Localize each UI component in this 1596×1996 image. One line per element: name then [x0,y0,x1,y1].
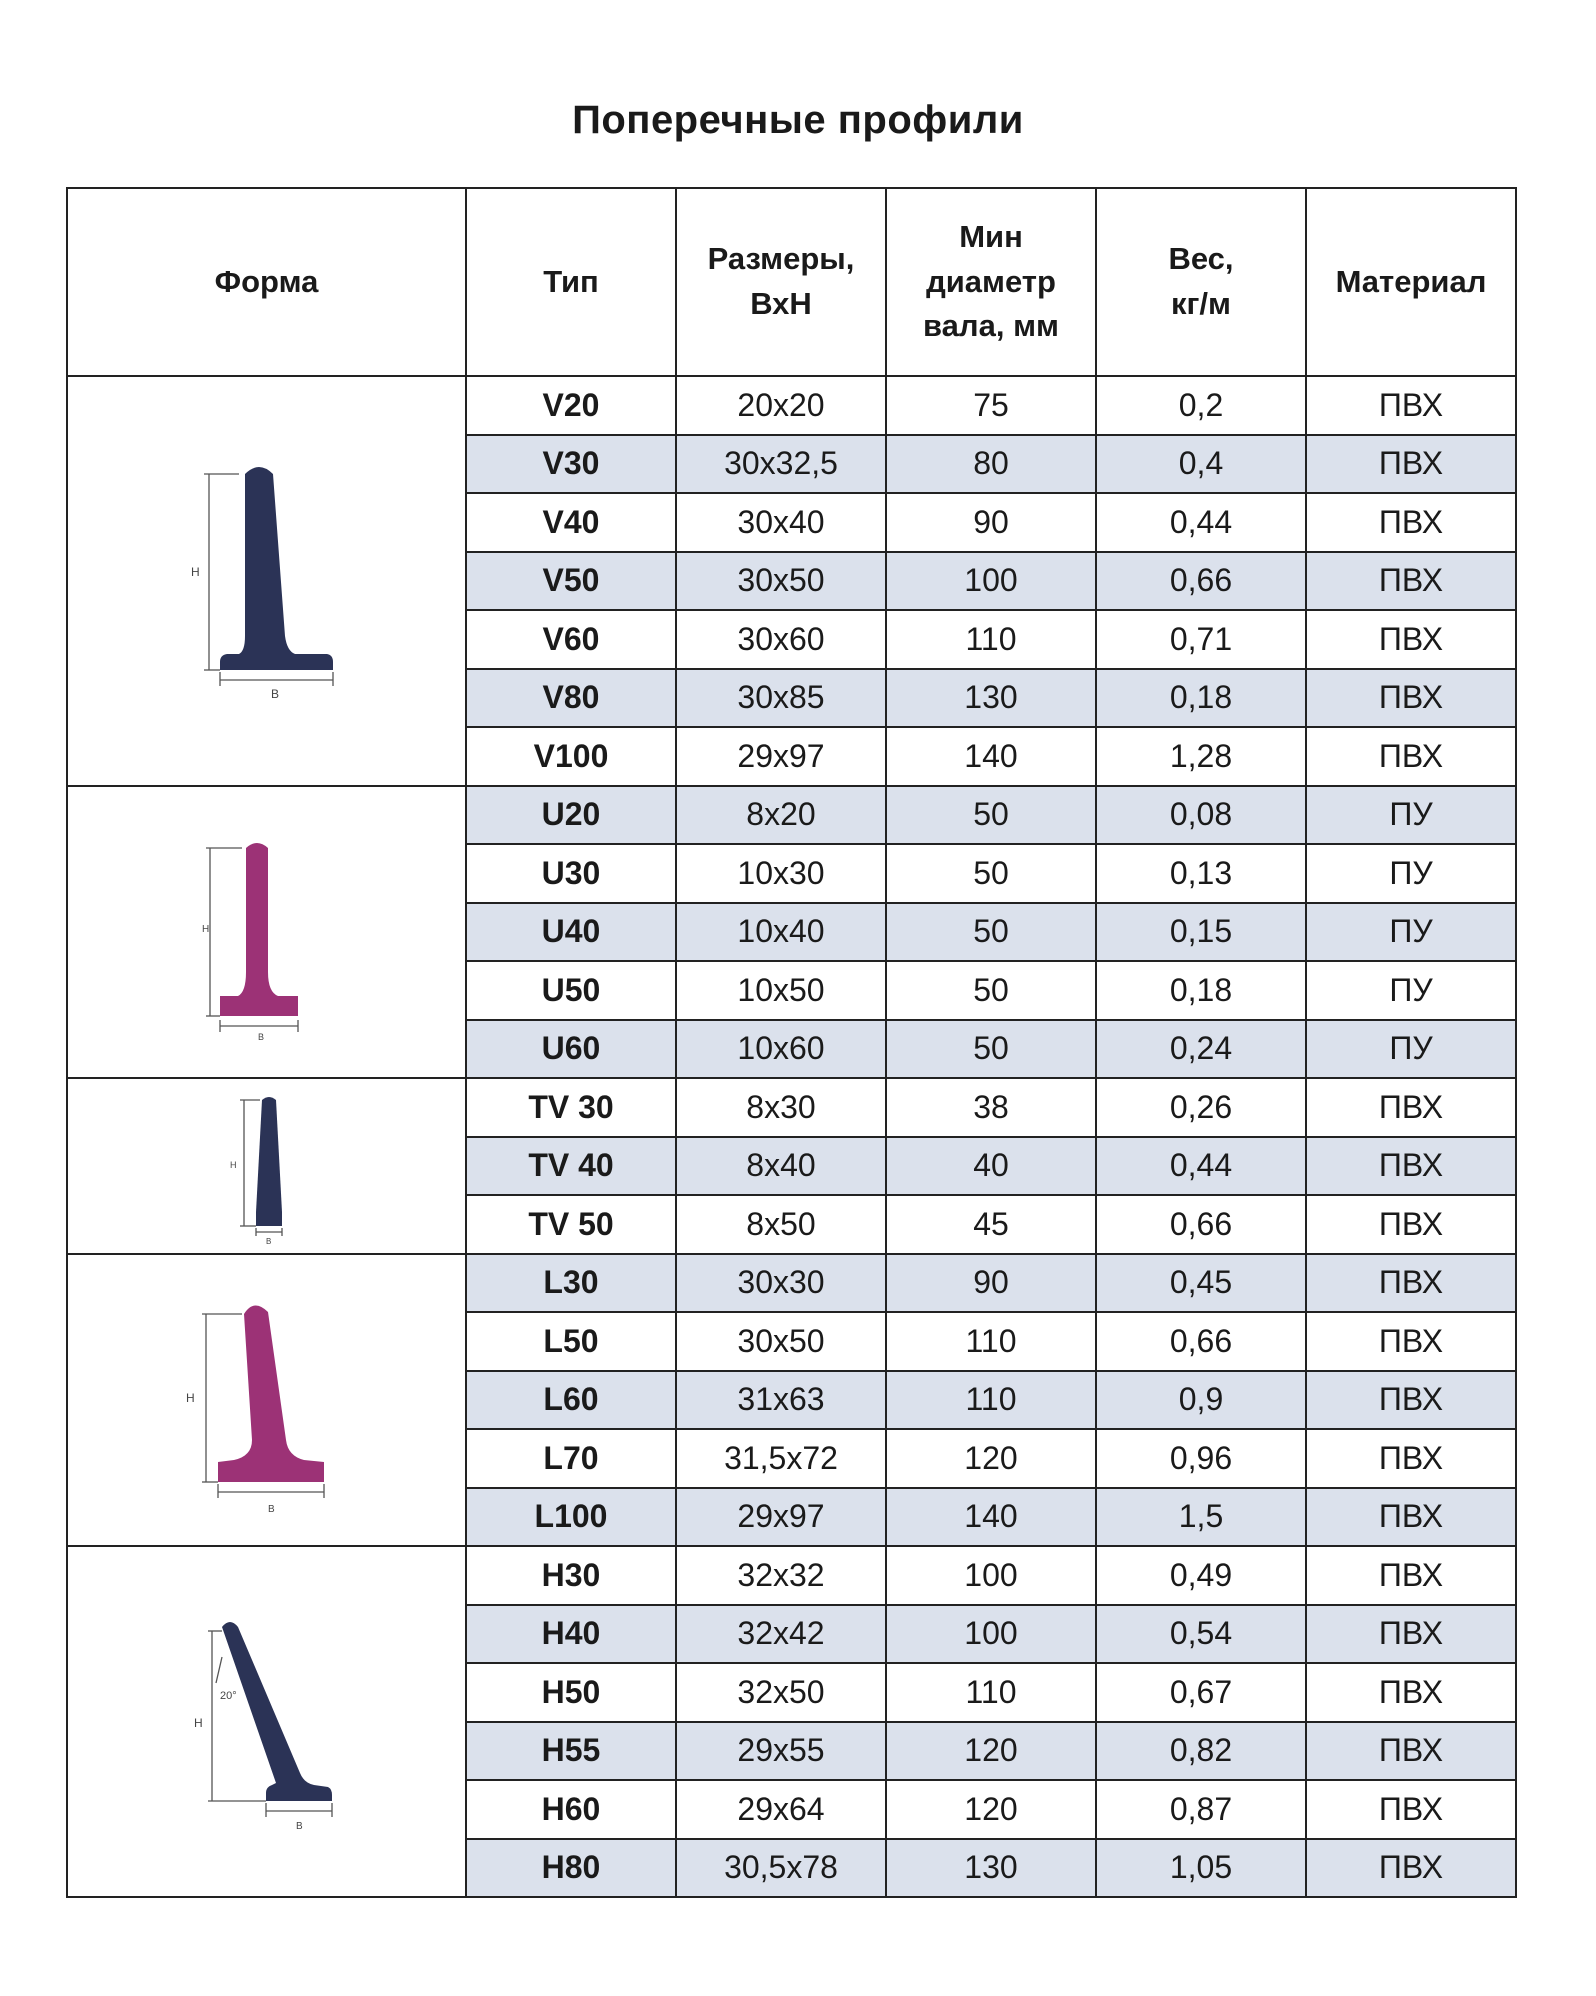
table-row [67,1078,1516,1137]
min-diameter-cell: 130 [886,1839,1096,1898]
table-row [67,1546,1516,1605]
type-cell: V50 [466,552,676,611]
dimensions-cell: 32x42 [676,1605,886,1664]
shape-cell [67,1546,466,1897]
l-profile-icon [68,1280,465,1520]
material-cell: ПВХ [1306,1663,1516,1722]
type-cell: H55 [466,1722,676,1781]
min-diameter-cell: 90 [886,493,1096,552]
material-cell: ПВХ [1306,1839,1516,1898]
type-cell: V20 [466,376,676,435]
v-profile-icon [68,446,465,716]
dimensions-cell: 30x50 [676,1312,886,1371]
material-cell: ПВХ [1306,552,1516,611]
material-cell: ПВХ [1306,727,1516,786]
min-diameter-cell: 50 [886,844,1096,903]
weight-cell: 0,66 [1096,552,1306,611]
min-diameter-cell: 45 [886,1195,1096,1254]
material-cell: ПВХ [1306,1780,1516,1839]
weight-cell: 0,66 [1096,1195,1306,1254]
min-diameter-cell: 90 [886,1254,1096,1313]
type-cell: TV 50 [466,1195,676,1254]
dimension-label: В [257,1031,264,1042]
dimension-label: Н [185,1390,195,1405]
dimensions-cell: 31x63 [676,1371,886,1430]
dimensions-cell: 10x40 [676,903,886,962]
type-cell: V40 [466,493,676,552]
material-cell: ПВХ [1306,435,1516,494]
type-cell: L30 [466,1254,676,1313]
dimensions-cell: 8x20 [676,786,886,845]
type-cell: H50 [466,1663,676,1722]
dimension-label: Н [193,1715,203,1730]
min-diameter-cell: 120 [886,1429,1096,1488]
shape-cell [67,376,466,786]
min-diameter-cell: 140 [886,727,1096,786]
material-cell: ПВХ [1306,1429,1516,1488]
type-cell: V60 [466,610,676,669]
dimensions-cell: 32x32 [676,1546,886,1605]
dimensions-cell: 8x30 [676,1078,886,1137]
min-diameter-cell: 100 [886,552,1096,611]
dimensions-cell: 30x60 [676,610,886,669]
material-cell: ПВХ [1306,376,1516,435]
min-diameter-cell: 50 [886,903,1096,962]
page-title: Поперечные профили [572,98,1024,142]
type-cell: V30 [466,435,676,494]
material-cell: ПВХ [1306,1546,1516,1605]
type-cell: H80 [466,1839,676,1898]
min-diameter-cell: 50 [886,1020,1096,1079]
type-cell: TV 40 [466,1137,676,1196]
tv-profile-icon [68,1086,465,1246]
type-cell: U50 [466,961,676,1020]
weight-cell: 0,49 [1096,1546,1306,1605]
header-dimensions: Размеры, ВхН [676,188,886,376]
weight-cell: 1,28 [1096,727,1306,786]
dimensions-cell: 29x55 [676,1722,886,1781]
dimensions-cell: 10x60 [676,1020,886,1079]
dimensions-cell: 29x97 [676,1488,886,1547]
weight-cell: 0,4 [1096,435,1306,494]
header-weight: Вес, кг/м [1096,188,1306,376]
type-cell: L70 [466,1429,676,1488]
weight-cell: 0,18 [1096,669,1306,728]
dimension-label: В [265,1236,271,1246]
h-profile-icon [68,1597,465,1847]
type-cell: U60 [466,1020,676,1079]
dimensions-cell: 31,5x72 [676,1429,886,1488]
type-cell: L50 [466,1312,676,1371]
table-row [67,786,1516,845]
header-material: Материал [1306,188,1516,376]
material-cell: ПУ [1306,903,1516,962]
dimension-label: Н [201,923,209,935]
material-cell: ПУ [1306,1020,1516,1079]
material-cell: ПУ [1306,961,1516,1020]
type-cell: V100 [466,727,676,786]
type-cell: L60 [466,1371,676,1430]
min-diameter-cell: 40 [886,1137,1096,1196]
weight-cell: 0,08 [1096,786,1306,845]
material-cell: ПВХ [1306,1605,1516,1664]
dimensions-cell: 30x32,5 [676,435,886,494]
dimensions-cell: 8x50 [676,1195,886,1254]
shape-cell [67,1254,466,1547]
dimension-label: В [270,686,279,701]
dimension-label: Н [229,1159,236,1170]
material-cell: ПВХ [1306,669,1516,728]
shape-cell [67,786,466,1079]
min-diameter-cell: 130 [886,669,1096,728]
type-cell: H30 [466,1546,676,1605]
min-diameter-cell: 110 [886,1312,1096,1371]
min-diameter-cell: 50 [886,786,1096,845]
material-cell: ПУ [1306,844,1516,903]
dimension-label: В [295,1820,303,1832]
weight-cell: 0,15 [1096,903,1306,962]
material-cell: ПВХ [1306,1488,1516,1547]
weight-cell: 0,24 [1096,1020,1306,1079]
dimensions-cell: 29x64 [676,1780,886,1839]
min-diameter-cell: 75 [886,376,1096,435]
type-cell: L100 [466,1488,676,1547]
table-row [67,1254,1516,1313]
material-cell: ПВХ [1306,1195,1516,1254]
dimensions-cell: 10x30 [676,844,886,903]
min-diameter-cell: 140 [886,1488,1096,1547]
dimensions-cell: 30x85 [676,669,886,728]
dimension-label: В [267,1503,275,1515]
dimensions-cell: 30x50 [676,552,886,611]
material-cell: ПВХ [1306,1722,1516,1781]
weight-cell: 0,44 [1096,1137,1306,1196]
min-diameter-cell: 110 [886,1371,1096,1430]
min-diameter-cell: 110 [886,610,1096,669]
min-diameter-cell: 100 [886,1546,1096,1605]
min-diameter-cell: 50 [886,961,1096,1020]
dimensions-cell: 32x50 [676,1663,886,1722]
min-diameter-cell: 110 [886,1663,1096,1722]
type-cell: U20 [466,786,676,845]
material-cell: ПВХ [1306,1312,1516,1371]
profiles-table [66,187,1517,1898]
weight-cell: 0,2 [1096,376,1306,435]
weight-cell: 1,05 [1096,1839,1306,1898]
material-cell: ПВХ [1306,493,1516,552]
weight-cell: 0,54 [1096,1605,1306,1664]
material-cell: ПВХ [1306,1371,1516,1430]
type-cell: U40 [466,903,676,962]
type-cell: U30 [466,844,676,903]
material-cell: ПВХ [1306,1078,1516,1137]
weight-cell: 0,66 [1096,1312,1306,1371]
table-row [67,376,1516,435]
min-diameter-cell: 100 [886,1605,1096,1664]
weight-cell: 0,87 [1096,1780,1306,1839]
dimensions-cell: 8x40 [676,1137,886,1196]
weight-cell: 0,13 [1096,844,1306,903]
material-cell: ПУ [1306,786,1516,845]
dimensions-cell: 30x30 [676,1254,886,1313]
min-diameter-cell: 38 [886,1078,1096,1137]
min-diameter-cell: 80 [886,435,1096,494]
weight-cell: 0,9 [1096,1371,1306,1430]
u-profile-icon [68,822,465,1042]
weight-cell: 0,45 [1096,1254,1306,1313]
material-cell: ПВХ [1306,610,1516,669]
weight-cell: 0,82 [1096,1722,1306,1781]
dimension-label: 20° [219,1689,237,1702]
dimensions-cell: 30x40 [676,493,886,552]
type-cell: H40 [466,1605,676,1664]
dimensions-cell: 10x50 [676,961,886,1020]
table-header-row [67,188,1516,376]
weight-cell: 0,96 [1096,1429,1306,1488]
header-min-diameter: Мин диаметр вала, мм [886,188,1096,376]
header-shape: Форма [67,188,466,376]
min-diameter-cell: 120 [886,1722,1096,1781]
dimensions-cell: 29x97 [676,727,886,786]
weight-cell: 0,71 [1096,610,1306,669]
type-cell: V80 [466,669,676,728]
dimension-label: Н [190,564,200,579]
material-cell: ПВХ [1306,1137,1516,1196]
material-cell: ПВХ [1306,1254,1516,1313]
dimensions-cell: 30,5x78 [676,1839,886,1898]
type-cell: H60 [466,1780,676,1839]
weight-cell: 0,26 [1096,1078,1306,1137]
header-type: Тип [466,188,676,376]
weight-cell: 0,67 [1096,1663,1306,1722]
min-diameter-cell: 120 [886,1780,1096,1839]
shape-cell [67,1078,466,1254]
type-cell: TV 30 [466,1078,676,1137]
weight-cell: 0,44 [1096,493,1306,552]
weight-cell: 1,5 [1096,1488,1306,1547]
dimensions-cell: 20x20 [676,376,886,435]
weight-cell: 0,18 [1096,961,1306,1020]
